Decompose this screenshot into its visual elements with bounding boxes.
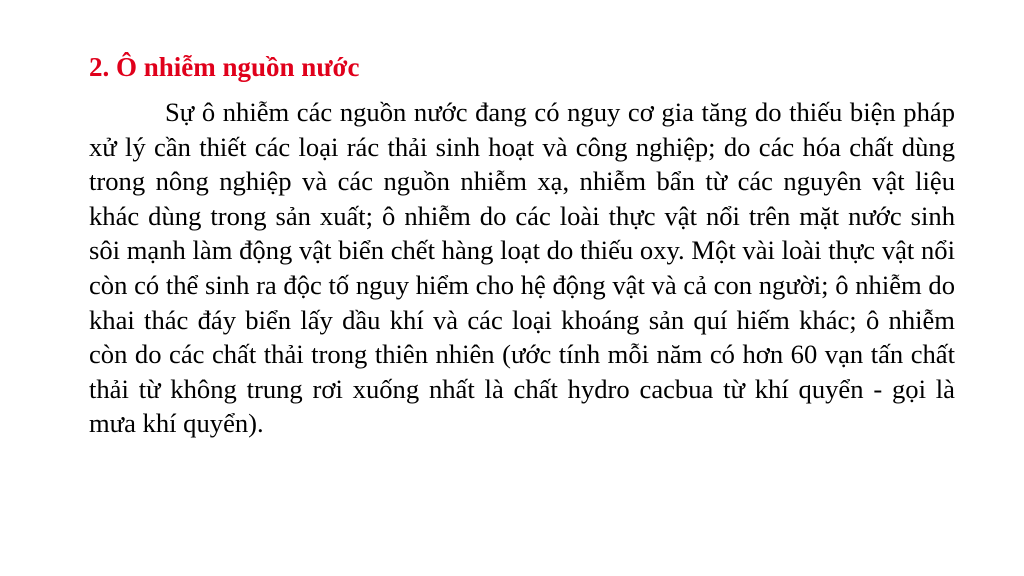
body-paragraph: Sự ô nhiễm các nguồn nước đang có nguy cơ gia tăng do thiếu biện pháp xử lý cần thiết các loại rác thải sinh hoạt và công nghiệp; do các hóa chất dùng trong nông nghiệp và các nguồn nhiễm xạ, nhiễm bẩn từ các nguyên vật liệu khác dùng trong sản xuất; ô nhiễm do các loài thực vật nổi trên mặt nước sinh sôi mạnh làm động vật biển chết hàng loạt do thiếu oxy. Một vài loài thực vật nổi còn có thể sinh ra độc tố nguy hiểm cho hệ động vật và cả con người; ô nhiễm do khai thác đáy biển lấy dầu khí và các loại khoáng sản quí hiếm khác; ô nhiễm còn do các chất thải trong thiên nhiên (ước tính mỗi năm có hơn 60 vạn tấn chất thải từ không trung rơi xuống nhất là chất hydro cacbua từ khí quyển - gọi là mưa khí quyển). — [89, 97, 955, 439]
section-heading: 2. Ô nhiễm nguồn nước — [89, 52, 360, 82]
